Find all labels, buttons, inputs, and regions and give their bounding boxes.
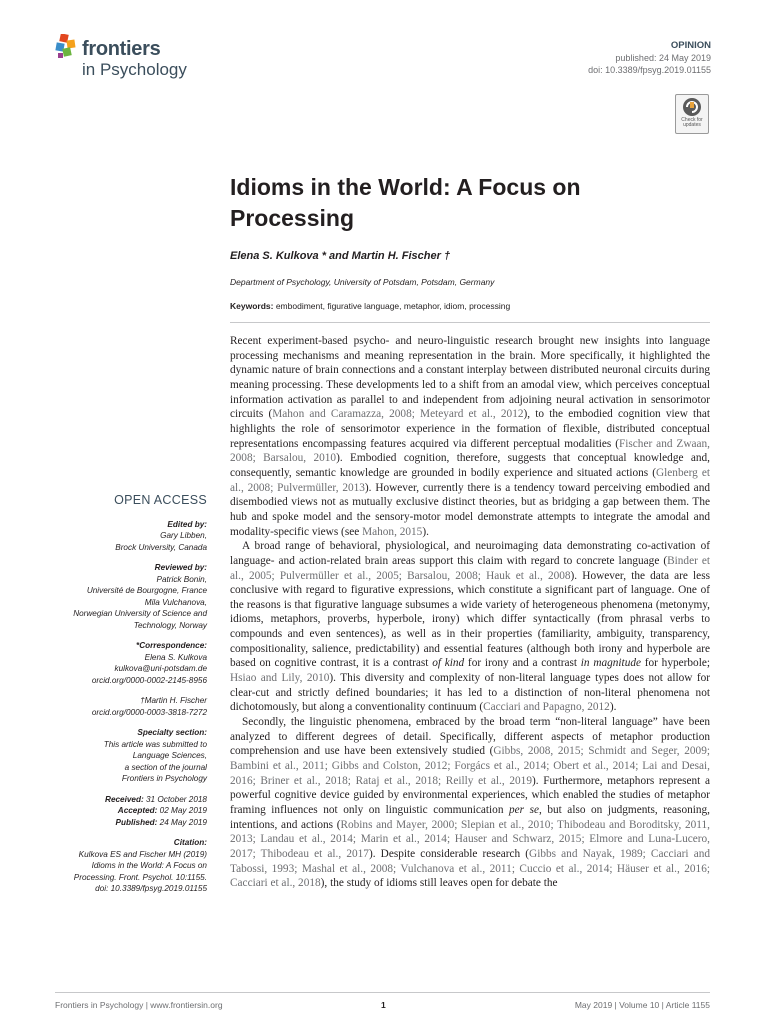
published-date-sidebar: Published: 24 May 2019 bbox=[115, 817, 207, 827]
journal-subtitle: in Psychology bbox=[82, 60, 187, 79]
page-number: 1 bbox=[381, 1000, 386, 1010]
citation-line: doi: 10.3389/fpsyg.2019.01155 bbox=[95, 884, 207, 893]
article-sidebar bbox=[55, 495, 207, 895]
correspondence-name: Elena S. Kulkova bbox=[144, 652, 207, 662]
body-text: for hyperbole; bbox=[641, 657, 710, 670]
paragraph bbox=[230, 334, 710, 539]
badge-line-2: updates bbox=[683, 122, 701, 128]
correspondence-label: *Correspondence: bbox=[136, 641, 207, 650]
body-text: ). Embodied cognition, therefore, suggests that conceptual knowledge and, consequently, semantic knowledge are grounded in bodily experience and situated actions ( bbox=[230, 452, 710, 479]
citation-line: Kulkova ES and Fischer MH (2019) bbox=[78, 849, 207, 859]
footer-issue-info: May 2019 | Volume 10 | Article 1155 bbox=[574, 1000, 710, 1010]
body-text: ). This diversity and complexity of non-literal language types does not allow for clear-cut and strictly defined boundaries; it has led to a distinction of non-literal phenomena not dichotomously, but along a conventionality continuum ( bbox=[230, 672, 710, 714]
reviewer-line: Patrick Bonin, bbox=[156, 574, 207, 584]
citation-link[interactable]: Cacciari and Papagno, 2012 bbox=[483, 701, 610, 714]
citation-link[interactable]: Mahon, 2015 bbox=[362, 525, 423, 538]
emphasis-text: per se bbox=[509, 804, 539, 816]
second-author-name: †Martin H. Fischer bbox=[140, 696, 207, 705]
specialty-line: a section of the journal bbox=[124, 762, 207, 772]
paragraph bbox=[230, 539, 710, 715]
body-text: Secondly, the linguistic phenomena, embraced by the broad term “non-literal language” have been analyzed to different degrees of detail. Specifically, different aspects of metaphor production comprehension and use have been extensively studied ( bbox=[230, 716, 710, 758]
body-text: Recent experiment-based psycho- and neuro-linguistic research brought new insights into language processing mechanisms and meaning representation in the brain. More specifically, it highlighted the dynamic nature of brain connections and a constant interplay between distributed neuronal circuits during meaning processing. These developments led to a shift from an amodal view, which perceives conceptual information activation as parallel to and independent from adjoining neural activation in sensorimotor circuits ( bbox=[230, 335, 710, 421]
reviewer-line: Technology, Norway bbox=[133, 620, 207, 630]
keywords bbox=[230, 301, 510, 311]
correspondence-orcid[interactable]: orcid.org/0000-0002-2145-8956 bbox=[91, 675, 207, 685]
citation-line: Processing. Front. Psychol. 10:1155. bbox=[73, 872, 207, 882]
body-text: ), to the embodied cognition view that highlights the role of sensorimotor experience in the formation of flexible, distributed conceptual representations encompassing features acquired via different perceptual modalities ( bbox=[230, 408, 710, 450]
citation-link[interactable]: Gibbs, 2008, 2015; Schmidt and Seger, 2009; Bambini et al., 2011; Gibbs and Colston, 2012; Forgács et al., 2014; Obert et al., 2014; Lai and Desai, 2016; Briner et al., 2018; Rataj et al., 2018; Reilly et al., 2019 bbox=[230, 745, 710, 787]
citation-line: Idioms in the World: A Focus on bbox=[91, 861, 207, 870]
reviewer-line: Mila Vulchanova, bbox=[144, 597, 207, 607]
check-for-updates-button[interactable] bbox=[675, 94, 709, 134]
journal-logo bbox=[55, 32, 215, 82]
published-date: published: 24 May 2019 bbox=[615, 53, 711, 63]
footer-divider bbox=[55, 992, 710, 993]
body-text: ). bbox=[609, 701, 617, 714]
footer-journal-link[interactable]: Frontiers in Psychology | www.frontiersin.org bbox=[55, 1000, 223, 1010]
frontiers-logo-icon bbox=[55, 34, 77, 60]
body-text: A broad range of behavioral, physiological, and neuroimaging data demonstrating co-activation of language- and action-related brain areas support this claim with regard to concrete language ( bbox=[230, 540, 710, 567]
citation-label: Citation: bbox=[173, 838, 207, 847]
specialty-line: Language Sciences, bbox=[132, 751, 207, 760]
emphasis-text: of kind bbox=[432, 657, 465, 670]
citation-link[interactable]: Mahon and Caramazza, 2008; Meteyard et al., 2012 bbox=[272, 408, 524, 421]
article-meta bbox=[588, 40, 711, 76]
authors: Elena S. Kulkova * and Martin H. Fischer † bbox=[230, 250, 451, 262]
keywords-label: Keywords: bbox=[230, 301, 274, 311]
journal-name: frontiers bbox=[82, 38, 161, 60]
citation-link[interactable]: Hsiao and Lily, 2010 bbox=[230, 672, 330, 685]
edited-by-line: Gary Libben, bbox=[160, 531, 207, 540]
affiliation: Department of Psychology, University of Potsdam, Potsdam, Germany bbox=[230, 277, 495, 287]
check-for-updates-icon bbox=[676, 96, 708, 118]
keywords-value: embodiment, figurative language, metaphor, idiom, processing bbox=[273, 301, 511, 311]
body-text: ). However, the data are less conclusive with regard to figurative expressions, which constitute a significant part of language. One of the reasons is that figurative language subsumes a wide variety of heterogeneous phenomena (metonymy, idioms, metaphors, proverbs, hyperbole, irony) which differ syntactically (from phrasal verbs to compounds and even sentences), as well as in their properties (familiarity, ambiguity, transparency, compositionality, salience, predictability) and essential features (although both irony and hyperbole are based on cognitive contrast, it is a contrast bbox=[230, 569, 710, 670]
body-text: ). Furthermore, metaphors represent a powerful cognitive device guided by environmental experiences, which enabled the studies of metaphor framing influences not only on linguistic communication bbox=[230, 774, 711, 816]
reviewed-by-label: Reviewed by: bbox=[154, 563, 207, 572]
body-text: ). Despite considerable research ( bbox=[368, 847, 530, 860]
doi-link[interactable]: doi: 10.3389/fpsyg.2019.01155 bbox=[588, 65, 711, 75]
accepted-date: Accepted: 02 May 2019 bbox=[117, 806, 207, 815]
edited-by-line: Brock University, Canada bbox=[115, 542, 207, 552]
badge-line-1: Check for bbox=[681, 117, 703, 123]
reviewer-line: Norwegian University of Science and bbox=[73, 609, 207, 618]
body-text: ). bbox=[422, 525, 429, 538]
second-author-orcid[interactable]: orcid.org/0000-0003-3818-7272 bbox=[91, 707, 207, 717]
specialty-line: This article was submitted to bbox=[103, 739, 207, 749]
body-text: ), the study of idioms still leaves open for debate the bbox=[320, 877, 558, 890]
citation-link[interactable]: Glenberg et al., 2008; Pulvermüller, 2013 bbox=[230, 466, 710, 494]
specialty-line: Frontiers in Psychology bbox=[121, 774, 207, 783]
citation-link[interactable]: Gibbs and Nayak, 1989; Cacciari and Tabossi, 1993; Mashal et al., 2008; Vulchanova et al., 2011; Cuccio et al., 2014; Häuser et al., 2016; Cacciari et al., 2018 bbox=[230, 847, 711, 890]
received-date: Received: 31 October 2018 bbox=[105, 794, 207, 804]
reviewer-line: Université de Bourgogne, France bbox=[86, 586, 207, 595]
citation-link[interactable]: Robins and Mayer, 2000; Slepian et al., 2010; Thibodeau and Boroditsky, 2011, 2013; Landau et al., 2014; Marin et al., 2014; Hauser and Schwarz, 2015; Elmore and Luna-Lucero, 2017; Thibodeau et al., 2017 bbox=[230, 818, 710, 860]
edited-by-label: Edited by: bbox=[167, 519, 207, 529]
citation-link[interactable]: Binder et al., 2005; Pulvermüller et al., 2005; Barsalou, 2008; Hauk et al., 2008 bbox=[230, 554, 710, 582]
correspondence-email[interactable]: kulkova@uni-potsdam.de bbox=[114, 664, 207, 673]
body-text: ). However, currently there is a tendency toward perceiving embodied and disembodied views not as mutually exclusive distinct theories, but as bridging a gap between them. The hub and spoke model and the sensory-motor model demonstrate attempts to integrate the amodal and modality-specific views (see bbox=[230, 481, 710, 538]
open-access-label: OPEN ACCESS bbox=[114, 493, 207, 507]
body-text: for irony and a contrast bbox=[464, 657, 581, 670]
paragraph bbox=[230, 715, 710, 891]
header-divider bbox=[230, 322, 710, 323]
article-type: OPINION bbox=[670, 40, 711, 51]
citation-link[interactable]: Fischer and Zwaan, 2008; Barsalou, 2010 bbox=[230, 437, 710, 465]
specialty-label: Specialty section: bbox=[137, 728, 207, 737]
article-body bbox=[230, 334, 710, 891]
body-text: , but also on judgments, reasoning, intentions, and actions ( bbox=[230, 804, 711, 831]
emphasis-text: in magnitude bbox=[580, 657, 642, 670]
article-title: Idioms in the World: A Focus on Processing bbox=[230, 174, 581, 231]
